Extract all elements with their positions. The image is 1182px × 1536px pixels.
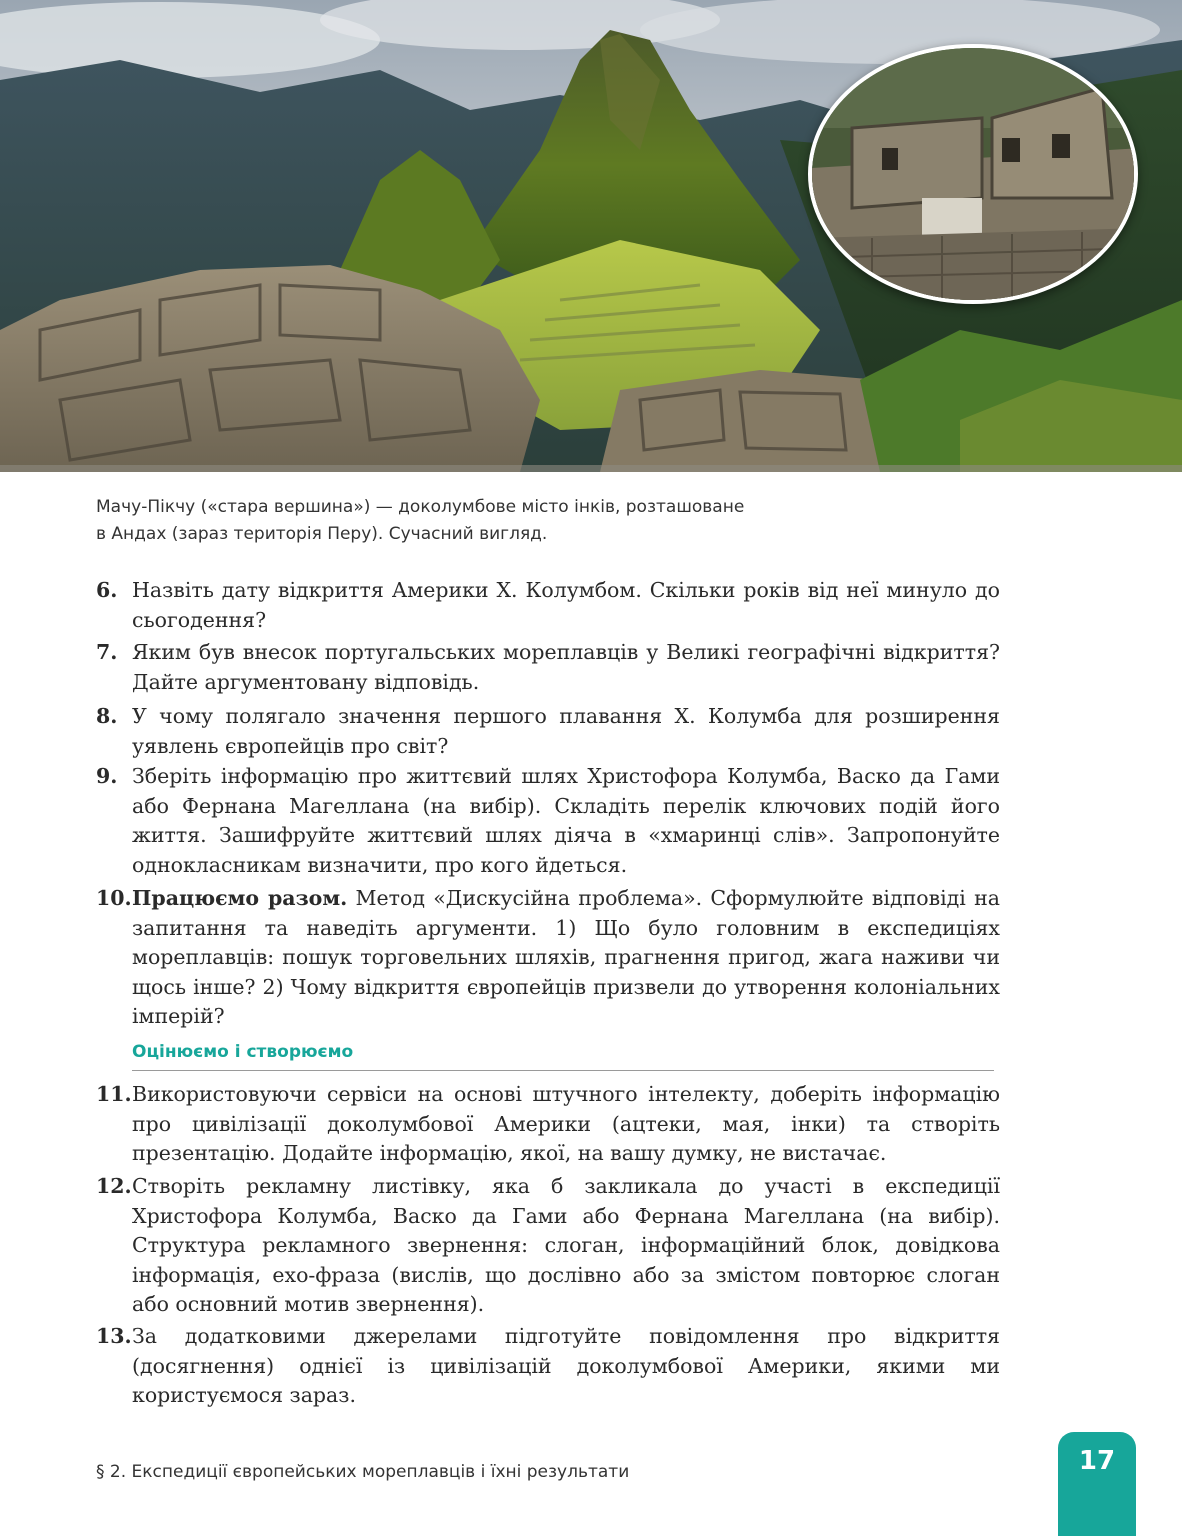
question-13 — [96, 1322, 1000, 1411]
question-number: 11. — [96, 1082, 132, 1106]
question-6 — [96, 576, 1000, 635]
question-text: За додатковими джерелами підготуйте повідомлення про відкриття (досягнення) однієї із цивілізацій доколумбової Америки, якими ми користуємося зараз. — [132, 1324, 1000, 1407]
machu-picchu-photo — [0, 0, 1182, 472]
question-text: У чому полягало значення першого плавання Х. Колумба для розширення уявлень європейців про світ? — [132, 704, 1000, 758]
question-number: 6. — [96, 578, 118, 602]
question-number: 12. — [96, 1174, 132, 1198]
photo-caption — [96, 494, 856, 548]
question-text: Використовуючи сервіси на основі штучного інтелекту, доберіть інформацію про цивілізації доколумбової Америки (ацтеки, мая, інки) та створіть презентацію. Додайте інформацію, якої, на вашу думку, не вистачає. — [132, 1082, 1000, 1165]
question-11 — [96, 1080, 1000, 1169]
question-text: Назвіть дату відкриття Америки Х. Колумбом. Скільки років від неї минуло до сьогодення? — [132, 578, 1000, 632]
question-12 — [96, 1172, 1000, 1320]
question-text: Метод «Дискусійна проблема». Сформулюйте відповіді на запитання та наведіть аргументи. 1) Що було головним в експедиціях мореплавців: пошук торговельних шляхів, прагнення пригод, жага наживи чи щось інше? 2) Чому відкриття європейців призвели до утворення колоніальних імперій? — [132, 886, 1000, 1028]
question-8 — [96, 702, 1000, 761]
question-number: 7. — [96, 640, 118, 664]
question-7 — [96, 638, 1000, 697]
section-divider — [132, 1070, 994, 1071]
footer-paragraph-title: § 2. Експедиції європейських мореплавців і їхні результати — [96, 1462, 630, 1482]
caption-line-1: Мачу-Пікчу («стара вершина») — доколумбове місто інків, розташоване — [96, 497, 745, 517]
question-text: Створіть рекламну листівку, яка б закликала до участі в експедиції Христофора Колумба, Васко да Гами або Фернана Магеллана (на вибір). Структура рекламного звернення: слоган, інформаційний блок, довідкова інформація, ехо-фраза (вислів, що дослівно або за змістом повторює слоган або основний мотив звернення). — [132, 1174, 1000, 1316]
caption-line-2: в Андах (зараз територія Перу). Сучасний вигляд. — [96, 524, 548, 544]
question-text: Яким був внесок португальських мореплавців у Великі географічні відкриття? Дайте аргументовану відповідь. — [132, 640, 1000, 694]
ruins-detail-inset — [808, 44, 1138, 304]
question-number: 10. — [96, 886, 132, 910]
question-text: Зберіть інформацію про життєвий шлях Христофора Колумба, Васко да Гами або Фернана Магеллана (на вибір). Складіть перелік ключових подій його життя. Зашифруйте життєвий шлях діяча в «хмаринці слів». Запропонуйте однокласникам визначити, про кого йдеться. — [132, 764, 1000, 877]
question-number: 13. — [96, 1324, 132, 1348]
section-heading: Оцінюємо і створюємо — [132, 1042, 354, 1062]
page-number-tab — [1058, 1432, 1136, 1536]
question-9 — [96, 762, 1000, 880]
question-number: 8. — [96, 704, 118, 728]
question-number: 9. — [96, 764, 118, 788]
question-lead: Працюємо разом. — [132, 886, 348, 910]
question-10 — [96, 884, 1000, 1032]
page-number: 17 — [1078, 1446, 1116, 1476]
